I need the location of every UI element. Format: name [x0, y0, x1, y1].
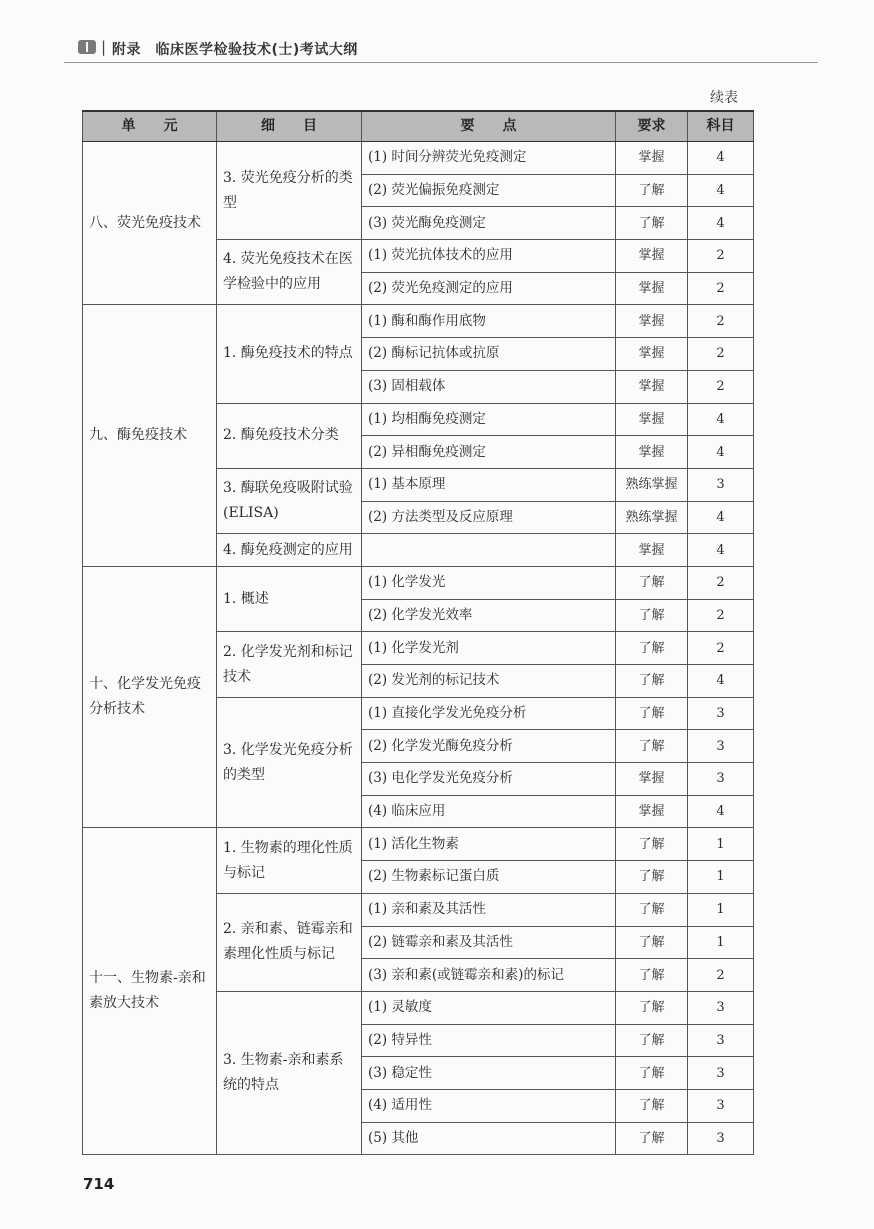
col-header-point: 要 点 — [362, 111, 616, 142]
unit-cell: 十一、生物素-亲和素放大技术 — [83, 828, 217, 1155]
requirement-cell: 掌握 — [616, 338, 688, 371]
subject-cell: 2 — [688, 566, 754, 599]
point-cell: (2) 荧光免疫测定的应用 — [362, 272, 616, 305]
requirement-cell: 掌握 — [616, 534, 688, 567]
requirement-cell: 掌握 — [616, 403, 688, 436]
subject-cell: 4 — [688, 207, 754, 240]
requirement-cell: 掌握 — [616, 272, 688, 305]
point-cell: (1) 酶和酶作用底物 — [362, 305, 616, 338]
subject-cell: 2 — [688, 632, 754, 665]
point-cell: (3) 固相载体 — [362, 370, 616, 403]
subject-cell: 3 — [688, 1122, 754, 1155]
subject-cell: 4 — [688, 795, 754, 828]
subject-cell: 4 — [688, 501, 754, 534]
subject-cell: 2 — [688, 370, 754, 403]
requirement-cell: 了解 — [616, 1122, 688, 1155]
col-header-requirement: 要求 — [616, 111, 688, 142]
subject-cell: 3 — [688, 763, 754, 796]
detail-cell: 1. 概述 — [217, 566, 362, 631]
subject-cell: 2 — [688, 305, 754, 338]
subject-cell: 1 — [688, 926, 754, 959]
subject-cell: 3 — [688, 468, 754, 501]
page-number: 714 — [83, 1175, 115, 1193]
header-separator: | — [101, 38, 107, 56]
subject-cell: 2 — [688, 240, 754, 273]
point-cell: (1) 均相酶免疫测定 — [362, 403, 616, 436]
requirement-cell: 了解 — [616, 893, 688, 926]
point-cell: (2) 链霉亲和素及其活性 — [362, 926, 616, 959]
point-cell — [362, 534, 616, 567]
subject-cell: 4 — [688, 174, 754, 207]
requirement-cell: 掌握 — [616, 763, 688, 796]
point-cell: (1) 亲和素及其活性 — [362, 893, 616, 926]
requirement-cell: 了解 — [616, 632, 688, 665]
detail-cell: 4. 酶免疫测定的应用 — [217, 534, 362, 567]
point-cell: (1) 荧光抗体技术的应用 — [362, 240, 616, 273]
requirement-cell: 了解 — [616, 174, 688, 207]
subject-cell: 2 — [688, 599, 754, 632]
subject-cell: 1 — [688, 828, 754, 861]
point-cell: (1) 化学发光 — [362, 566, 616, 599]
requirement-cell: 了解 — [616, 1024, 688, 1057]
requirement-cell: 了解 — [616, 730, 688, 763]
unit-cell: 九、酶免疫技术 — [83, 305, 217, 567]
point-cell: (2) 生物素标记蛋白质 — [362, 861, 616, 894]
subject-cell: 2 — [688, 272, 754, 305]
point-cell: (1) 时间分辨荧光免疫测定 — [362, 142, 616, 175]
requirement-cell: 了解 — [616, 599, 688, 632]
requirement-cell: 熟练掌握 — [616, 468, 688, 501]
subject-cell: 3 — [688, 730, 754, 763]
book-icon — [78, 40, 96, 54]
point-cell: (4) 临床应用 — [362, 795, 616, 828]
subject-cell: 4 — [688, 534, 754, 567]
requirement-cell: 掌握 — [616, 436, 688, 469]
table-row — [83, 142, 754, 175]
point-cell: (2) 特异性 — [362, 1024, 616, 1057]
requirement-cell: 了解 — [616, 1089, 688, 1122]
unit-cell: 十、化学发光免疫分析技术 — [83, 566, 217, 828]
point-cell: (1) 化学发光剂 — [362, 632, 616, 665]
table-row — [83, 566, 754, 599]
point-cell: (2) 异相酶免疫测定 — [362, 436, 616, 469]
subject-cell: 3 — [688, 1057, 754, 1090]
detail-cell: 2. 酶免疫技术分类 — [217, 403, 362, 468]
requirement-cell: 掌握 — [616, 240, 688, 273]
detail-cell: 2. 亲和素、链霉亲和素理化性质与标记 — [217, 893, 362, 991]
requirement-cell: 掌握 — [616, 142, 688, 175]
unit-cell: 八、荧光免疫技术 — [83, 142, 217, 305]
subject-cell: 4 — [688, 436, 754, 469]
point-cell: (3) 亲和素(或链霉亲和素)的标记 — [362, 959, 616, 992]
point-cell: (5) 其他 — [362, 1122, 616, 1155]
header-title: 附录 临床医学检验技术(士)考试大纲 — [112, 42, 358, 58]
running-header — [64, 36, 818, 63]
requirement-cell: 熟练掌握 — [616, 501, 688, 534]
col-header-subject: 科目 — [688, 111, 754, 142]
detail-cell: 3. 酶联免疫吸附试验(ELISA) — [217, 468, 362, 533]
detail-cell: 3. 生物素-亲和素系统的特点 — [217, 991, 362, 1154]
point-cell: (2) 发光剂的标记技术 — [362, 665, 616, 698]
requirement-cell: 了解 — [616, 1057, 688, 1090]
subject-cell: 3 — [688, 991, 754, 1024]
point-cell: (1) 基本原理 — [362, 468, 616, 501]
continued-label: 续表 — [710, 90, 738, 106]
requirement-cell: 了解 — [616, 566, 688, 599]
exam-outline-table — [82, 110, 754, 1155]
point-cell: (2) 方法类型及反应原理 — [362, 501, 616, 534]
point-cell: (2) 荧光偏振免疫测定 — [362, 174, 616, 207]
subject-cell: 4 — [688, 142, 754, 175]
detail-cell: 4. 荧光免疫技术在医学检验中的应用 — [217, 240, 362, 305]
table-row — [83, 305, 754, 338]
point-cell: (3) 稳定性 — [362, 1057, 616, 1090]
point-cell: (3) 荧光酶免疫测定 — [362, 207, 616, 240]
requirement-cell: 了解 — [616, 861, 688, 894]
detail-cell: 3. 荧光免疫分析的类型 — [217, 142, 362, 240]
requirement-cell: 了解 — [616, 926, 688, 959]
requirement-cell: 了解 — [616, 665, 688, 698]
detail-cell: 1. 酶免疫技术的特点 — [217, 305, 362, 403]
subject-cell: 2 — [688, 959, 754, 992]
subject-cell: 3 — [688, 697, 754, 730]
subject-cell: 1 — [688, 893, 754, 926]
subject-cell: 1 — [688, 861, 754, 894]
requirement-cell: 了解 — [616, 207, 688, 240]
subject-cell: 4 — [688, 665, 754, 698]
table-row — [83, 828, 754, 861]
col-header-detail: 细 目 — [217, 111, 362, 142]
subject-cell: 2 — [688, 338, 754, 371]
requirement-cell: 了解 — [616, 697, 688, 730]
detail-cell: 2. 化学发光剂和标记技术 — [217, 632, 362, 697]
requirement-cell: 了解 — [616, 828, 688, 861]
requirement-cell: 了解 — [616, 991, 688, 1024]
point-cell: (2) 酶标记抗体或抗原 — [362, 338, 616, 371]
subject-cell: 3 — [688, 1089, 754, 1122]
point-cell: (2) 化学发光效率 — [362, 599, 616, 632]
point-cell: (1) 活化生物素 — [362, 828, 616, 861]
detail-cell: 1. 生物素的理化性质与标记 — [217, 828, 362, 893]
point-cell: (1) 灵敏度 — [362, 991, 616, 1024]
subject-cell: 3 — [688, 1024, 754, 1057]
point-cell: (2) 化学发光酶免疫分析 — [362, 730, 616, 763]
requirement-cell: 掌握 — [616, 370, 688, 403]
requirement-cell: 掌握 — [616, 795, 688, 828]
col-header-unit: 单 元 — [83, 111, 217, 142]
point-cell: (3) 电化学发光免疫分析 — [362, 763, 616, 796]
requirement-cell: 掌握 — [616, 305, 688, 338]
detail-cell: 3. 化学发光免疫分析的类型 — [217, 697, 362, 828]
table-header-row — [83, 111, 754, 142]
point-cell: (1) 直接化学发光免疫分析 — [362, 697, 616, 730]
requirement-cell: 了解 — [616, 959, 688, 992]
point-cell: (4) 适用性 — [362, 1089, 616, 1122]
subject-cell: 4 — [688, 403, 754, 436]
